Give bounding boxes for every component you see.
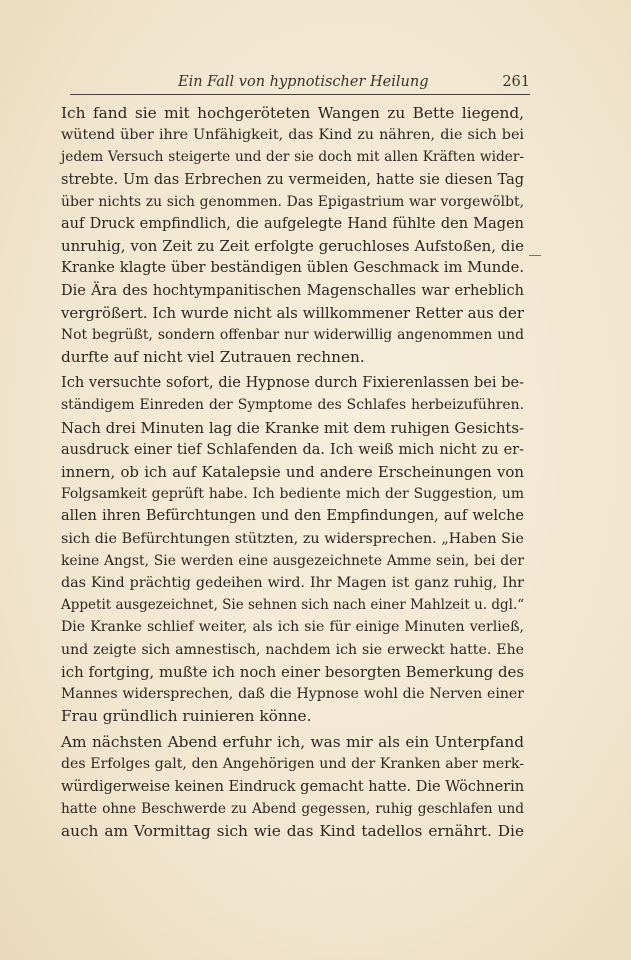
running-head [70,74,530,96]
text-line: innern, ob ich auf Katalepsie und andere Erscheinungen von [61,463,524,481]
paragraph-2 [61,372,524,727]
text-line: ständigem Einreden der Symptome des Schlafes herbeizuführen. [61,397,524,414]
text-line: auf Druck empfindlich, die aufgelegte Hand fühlte den Magen [61,215,524,232]
text-line: sich die Befürchtungen stützten, zu widersprechen. „Haben Sie [61,530,524,547]
text-line: Am nächsten Abend erfuhr ich, was mir als ein Unterpfand [61,733,524,752]
running-title: Ein Fall von hypnotischer Heilung [178,74,429,90]
text-line: Die Kranke schlief weiter, als ich sie für einige Minuten verließ, [61,619,524,636]
text-line: Mannes widersprechen, daß die Hypnose wohl die Nerven einer [61,685,524,702]
text-line: strebte. Um das Erbrechen zu vermeiden, hatte sie diesen Tag [61,171,524,188]
text-line: Nach drei Minuten lag die Kranke mit dem ruhigen Gesichts- [61,418,525,437]
body-text [61,102,524,846]
text-line: unruhig, von Zeit zu Zeit erfolgte geruchloses Aufstoßen, die [61,237,524,256]
header-rule [70,94,530,95]
text-line: durfte auf nicht viel Zutrauen rechnen. [61,348,365,367]
margin-pencil-mark [529,255,541,256]
text-line: ich fortging, mußte ich noch einer besorgten Bemerkung des [61,662,524,681]
text-line: ausdruck einer tief Schlafenden da. Ich weiß mich nicht zu er- [61,441,524,458]
text-line: Frau gründlich ruinieren könne. [61,707,312,726]
page-number: 261 [502,74,530,90]
text-line: über nichts zu sich genommen. Das Epigastrium war vorgewölbt, [61,193,524,210]
text-line: würdigerweise keinen Eindruck gemacht hatte. Die Wöchnerin [61,778,525,795]
text-line: allen ihren Befürchtungen und den Empfindungen, auf welche [61,508,524,525]
text-line: Ich fand sie mit hochgeröteten Wangen zu Bette liegend, [61,104,524,122]
text-line: Not begrüßt, sondern offenbar nur widerwillig angenommen und [61,326,524,343]
text-line: das Kind prächtig gedeihen wird. Ihr Magen ist ganz ruhig, Ihr [61,574,524,591]
text-line: hatte ohne Beschwerde zu Abend gegessen, ruhig geschlafen und [61,800,524,817]
text-line: Kranke klagte über beständigen üblen Geschmack im Munde. [61,259,524,277]
paragraph-3 [61,731,524,842]
text-line: keine Angst, Sie werden eine ausgezeichnete Amme sein, bei der [61,552,524,569]
text-line: auch am Vormittag sich wie das Kind tadellos ernährt. Die [61,822,524,840]
text-line: vergrößert. Ich wurde nicht als willkommener Retter aus der [61,303,524,322]
text-line: Folgsamkeit geprüft habe. Ich bediente mich der Suggestion, um [61,486,524,503]
text-line: jedem Versuch steigerte und der sie doch mit allen Kräften wider- [61,149,524,166]
text-line: wütend über ihre Unfähigkeit, das Kind zu nähren, die sich bei [61,127,524,144]
text-line: und zeigte sich amnestisch, nachdem ich sie erweckt hatte. Ehe [61,641,524,658]
text-line: des Erfolges galt, den Angehörigen und der Kranken aber merk- [61,756,524,773]
text-line: Ich versuchte sofort, die Hypnose durch Fixierenlassen bei be- [61,375,524,392]
text-line: Appetit ausgezeichnet, Sie sehnen sich nach einer Mahlzeit u. dgl.“ [61,597,525,614]
paragraph-1 [61,102,524,368]
text-line: Die Ära des hochtympanitischen Magenschalles war erheblich [61,282,524,299]
